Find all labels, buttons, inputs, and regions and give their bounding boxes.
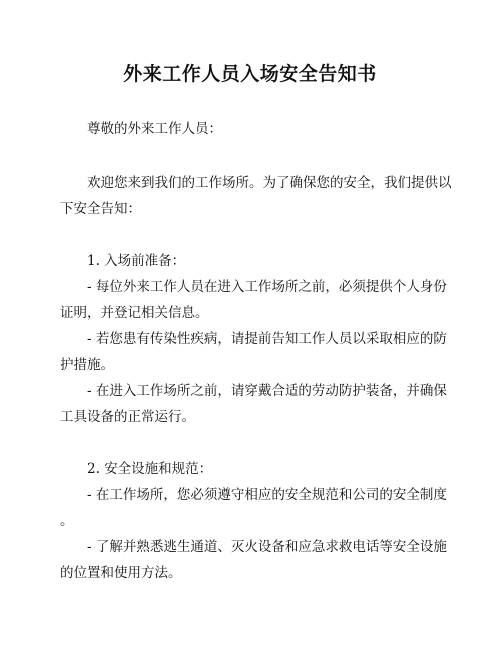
section-2-heading: 2. 安全设施和规范： (87, 461, 213, 477)
section-1-item-3-line-1: - 在进入工作场所之前，请穿戴合适的劳动防护装备，并确保 (87, 383, 447, 399)
intro-line-2: 下安全告知： (60, 201, 141, 217)
section-1-item-2-line-2: 护措施。 (60, 357, 114, 373)
document-title: 外来工作人员入场安全告知书 (123, 63, 377, 85)
section-1-item-3-line-2: 工具设备的正常运行。 (60, 409, 195, 425)
section-1-item-1-line-1: - 每位外来工作人员在进入工作场所之前，必须提供个人身份 (87, 279, 447, 295)
section-2-item-1-line-1: - 在工作场所，您必须遵守相应的安全规范和公司的安全制度 (87, 487, 447, 503)
section-1-item-1-line-2: 证明，并登记相关信息。 (60, 305, 209, 321)
section-1-heading: 1. 入场前准备： (87, 253, 186, 269)
section-2-item-1-line-2: 。 (60, 513, 74, 529)
intro-line-1: 欢迎您来到我们的工作场所。为了确保您的安全，我们提供以 (87, 175, 452, 191)
section-2-item-2-line-1: - 了解并熟悉逃生通道、灭火设备和应急求救电话等安全设施 (87, 539, 447, 555)
salutation: 尊敬的外来工作人员： (87, 121, 222, 137)
section-2-item-2-line-2: 的位置和使用方法。 (60, 565, 182, 581)
section-1-item-2-line-1: - 若您患有传染性疾病，请提前告知工作人员以采取相应的防 (87, 331, 447, 347)
